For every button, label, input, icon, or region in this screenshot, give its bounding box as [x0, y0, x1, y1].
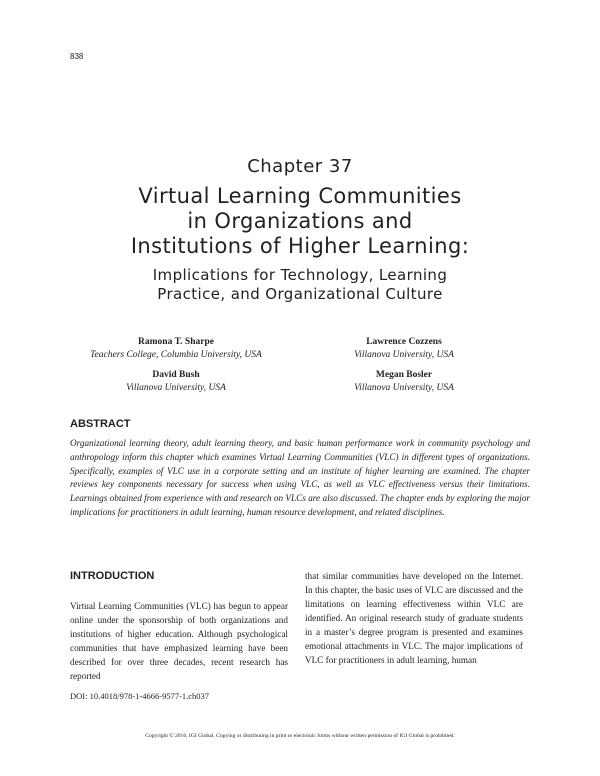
chapter-title	[40, 184, 560, 259]
author-name: David Bush	[152, 370, 200, 380]
chapter-subtitle	[40, 266, 560, 304]
subtitle-line: Practice, and Organizational Culture	[157, 285, 443, 303]
copyright-notice: Copyright © 2016, IGI Global. Copying or distributing in print or electronic forms without written permission of IGI Global is prohibited.	[145, 733, 455, 739]
abstract-heading: ABSTRACT	[70, 418, 131, 430]
title-line: in Organizations and	[187, 209, 413, 233]
author-block	[46, 336, 306, 362]
subtitle-line: Implications for Technology, Learning	[152, 266, 448, 284]
author-block	[46, 369, 306, 395]
author-affiliation: Teachers College, Columbia University, USA	[90, 350, 262, 360]
chapter-label: Chapter 37	[247, 156, 353, 177]
author-affiliation: Villanova University, USA	[126, 383, 226, 393]
doi: DOI: 10.4018/978-1-4666-9577-1.ch037	[70, 691, 210, 701]
author-name: Megan Bosler	[375, 370, 433, 380]
title-line: Virtual Learning Communities	[138, 184, 462, 208]
title-line: Institutions of Higher Learning:	[130, 234, 470, 258]
intro-left-column: Virtual Learning Communities (VLC) has begun to appear online under the sponsorship of both organizations and institutions of higher education. Although psychological communities that have emphasized learning have been described for over three decades, recent research has reported	[70, 601, 288, 681]
author-name: Ramona T. Sharpe	[138, 337, 214, 347]
introduction-heading: INTRODUCTION	[70, 570, 155, 582]
author-block	[274, 369, 534, 395]
author-name: Lawrence Cozzens	[366, 337, 442, 347]
author-affiliation: Villanova University, USA	[354, 383, 454, 393]
intro-right-column: that similar communities have developed on the Internet. In this chapter, the basic uses of VLC are discussed and the limitations on learning effectiveness within VLC are identified. An original research study of graduate students in a master’s degree program is presented and examines emotional attachments in VLC. The major implications of VLC for practitioners in adult learning, human	[305, 571, 523, 665]
page-number: 838	[70, 52, 84, 61]
abstract-text: Organizational learning theory, adult learning theory, and basic human performance work in community psychology and anthropology inform this chapter which examines Virtual Learning Communities (VLC) in different types of organizations. Specifically, examples of VLC use in a corporate setting and an institute of higher learning are examined. The chapter reviews key components necessary for success when using VLC, as well as VLC effectiveness versus their limitations. Learnings obtained from experience with and research on VLCs are also discussed. The chapter ends by exploring the major implications for practitioners in adult learning, human resource development, and related disciplines.	[70, 438, 530, 517]
author-affiliation: Villanova University, USA	[354, 350, 454, 360]
author-block	[274, 336, 534, 362]
